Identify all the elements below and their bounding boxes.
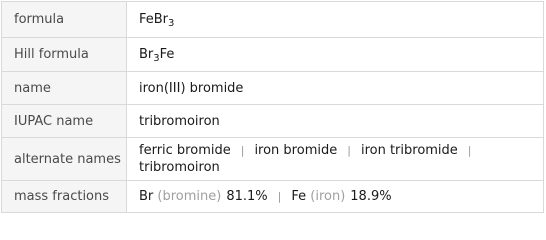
row-formula: [2, 2, 543, 37]
separator: |: [347, 144, 351, 157]
row-name: [2, 71, 543, 104]
alternate-name: ferric bromide: [139, 143, 231, 158]
element-name: (bromine): [157, 189, 222, 204]
mass-percent: 81.1%: [226, 189, 268, 204]
formula-label: formula: [2, 2, 127, 37]
hill-formula-prefix: Br: [139, 47, 154, 62]
hill-formula-value: [139, 38, 535, 71]
mass-fractions-label: mass fractions: [2, 181, 127, 212]
row-alternate-names: [2, 137, 543, 180]
mass-fractions-value: [139, 181, 535, 212]
element-symbol: Fe: [291, 189, 307, 204]
element-name: (iron): [310, 189, 346, 204]
element-symbol: Br: [139, 189, 154, 204]
hill-formula-subscript: 3: [153, 53, 160, 64]
separator: |: [467, 144, 472, 157]
separator: |: [240, 144, 245, 157]
formula-value: [139, 2, 535, 37]
alternate-name: tribromoiron: [139, 160, 220, 175]
formula-prefix: FeBr: [139, 12, 169, 27]
name-value: iron(III) bromide: [139, 80, 244, 96]
properties-table: [1, 1, 544, 213]
row-iupac-name: [2, 104, 543, 137]
name-label: name: [2, 72, 127, 104]
row-mass-fractions: [2, 180, 543, 212]
hill-formula-label: Hill formula: [2, 38, 127, 71]
alternate-name: iron bromide: [254, 143, 338, 158]
separator: |: [277, 190, 282, 203]
iupac-name-value: tribromoiron: [139, 113, 220, 129]
row-hill-formula: [2, 37, 543, 71]
alternate-names-value: [139, 138, 535, 180]
mass-percent: 18.9%: [350, 189, 392, 204]
iupac-name-label: IUPAC name: [2, 105, 127, 137]
formula-subscript: 3: [168, 18, 175, 29]
alternate-names-label: alternate names: [2, 138, 127, 180]
alternate-name: iron tribromide: [360, 143, 458, 158]
hill-formula-suffix: Fe: [159, 47, 175, 62]
